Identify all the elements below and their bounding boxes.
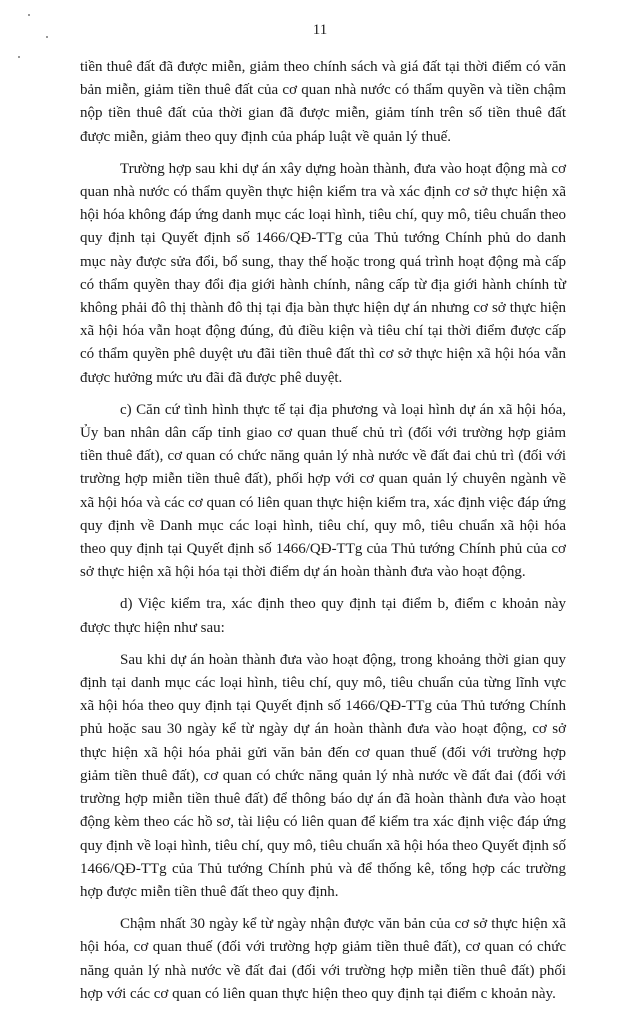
paragraph-deadline: Chậm nhất 30 ngày kể từ ngày nhận được văn bản của cơ sở thực hiện xã hội hóa, cơ quan thuế (đối với trường hợp giảm tiền thuê đất), cơ quan có chức năng quản lý nhà nước về đất đai (đối với trường hợp miễn tiền thuê đất) phối hợp với các cơ quan có liên quan thực hiện theo quy định tại điểm c khoản này. <box>80 916 566 1002</box>
document-body <box>80 56 566 1015</box>
paragraph-point-d: d) Việc kiểm tra, xác định theo quy định tại điểm b, điểm c khoản này được thực hiện như sau: <box>80 596 566 636</box>
scan-speck <box>28 14 30 16</box>
paragraph-completion-case: Trường hợp sau khi dự án xây dựng hoàn thành, đưa vào hoạt động mà cơ quan nhà nước có thẩm quyền thực hiện kiểm tra và xác định cơ sở thực hiện xã hội hóa không đáp ứng danh mục các loại hình, tiêu chí, quy mô, tiêu chuẩn theo quy định tại Quyết định số 1466/QĐ-TTg của Thủ tướng Chính phủ do danh mục này được sửa đổi, bổ sung, thay thế hoặc trong quá trình hoạt động mà cấp có thẩm quyền thay đổi địa giới hành chính, nâng cấp từ địa giới hành chính từ không phải đô thị thành đô thị tại địa bàn thực hiện dự án nhưng cơ sở thực hiện xã hội hóa vẫn hoạt động đúng, đủ điều kiện và tiêu chí tại thời điểm được cấp có thẩm quyền phê duyệt ưu đãi tiền thuê đất thì cơ sở thực hiện xã hội hóa vẫn được hưởng mức ưu đãi đã được phê duyệt. <box>80 160 566 386</box>
page-number: 11 <box>312 22 328 38</box>
paragraph-procedure: Sau khi dự án hoàn thành đưa vào hoạt động, trong khoảng thời gian quy định tại danh mục các loại hình, tiêu chí, quy mô, tiêu chuẩn của từng lĩnh vực xã hội hóa theo quy định tại Quyết định số 1466/QĐ-TTg của Thủ tướng Chính phủ hoặc sau 30 ngày kể từ ngày dự án hoàn thành đưa vào hoạt động, cơ sở thực hiện xã hội hóa phải gửi văn bản đến cơ quan thuế (đối với trường hợp giảm tiền thuê đất), cơ quan có chức năng quản lý nhà nước về đất đai (đối với trường hợp miễn tiền thuê đất) để thông báo dự án đã hoàn thành đưa vào hoạt động kèm theo các hồ sơ, tài liệu có liên quan để kiểm tra xác định việc đáp ứng quy định về loại hình, tiêu chí, quy mô, tiêu chuẩn xã hội hóa theo Quyết định số 1466/QĐ-TTg của Thủ tướng Chính phủ và để thống kê, tổng hợp các trường hợp được miễn tiền thuê đất theo quy định. <box>80 651 566 900</box>
paragraph-point-c: c) Căn cứ tình hình thực tế tại địa phương và loại hình dự án xã hội hóa, Ủy ban nhân dân cấp tỉnh giao cơ quan thuế chủ trì (đối với trường hợp giảm tiền thuê đất), cơ quan có chức năng quản lý nhà nước về đất đai chủ trì (đối với trường hợp miễn tiền thuê đất), phối hợp với cơ quan quản lý chuyên ngành về xã hội hóa và các cơ quan có liên quan thực hiện kiểm tra, xác định việc đáp ứng quy định về Danh mục các loại hình, tiêu chí, quy mô, tiêu chuẩn xã hội hóa theo quy định tại Quyết định số 1466/QĐ-TTg của Thủ tướng Chính phủ của cơ sở thực hiện xã hội hóa tại thời điểm dự án hoàn thành đưa vào hoạt động. <box>80 401 566 581</box>
paragraph-continuation: tiền thuê đất đã được miễn, giảm theo chính sách và giá đất tại thời điểm có văn bản miễn, giảm tiền thuê đất của cơ quan nhà nước có thẩm quyền và tiền chậm nộp tiền thuê đất của thời gian đã được miễn, giảm tính trên số tiền thuê đất được miễn, giảm theo quy định của pháp luật về quản lý thuế. <box>80 59 566 145</box>
scan-speck <box>18 56 20 58</box>
